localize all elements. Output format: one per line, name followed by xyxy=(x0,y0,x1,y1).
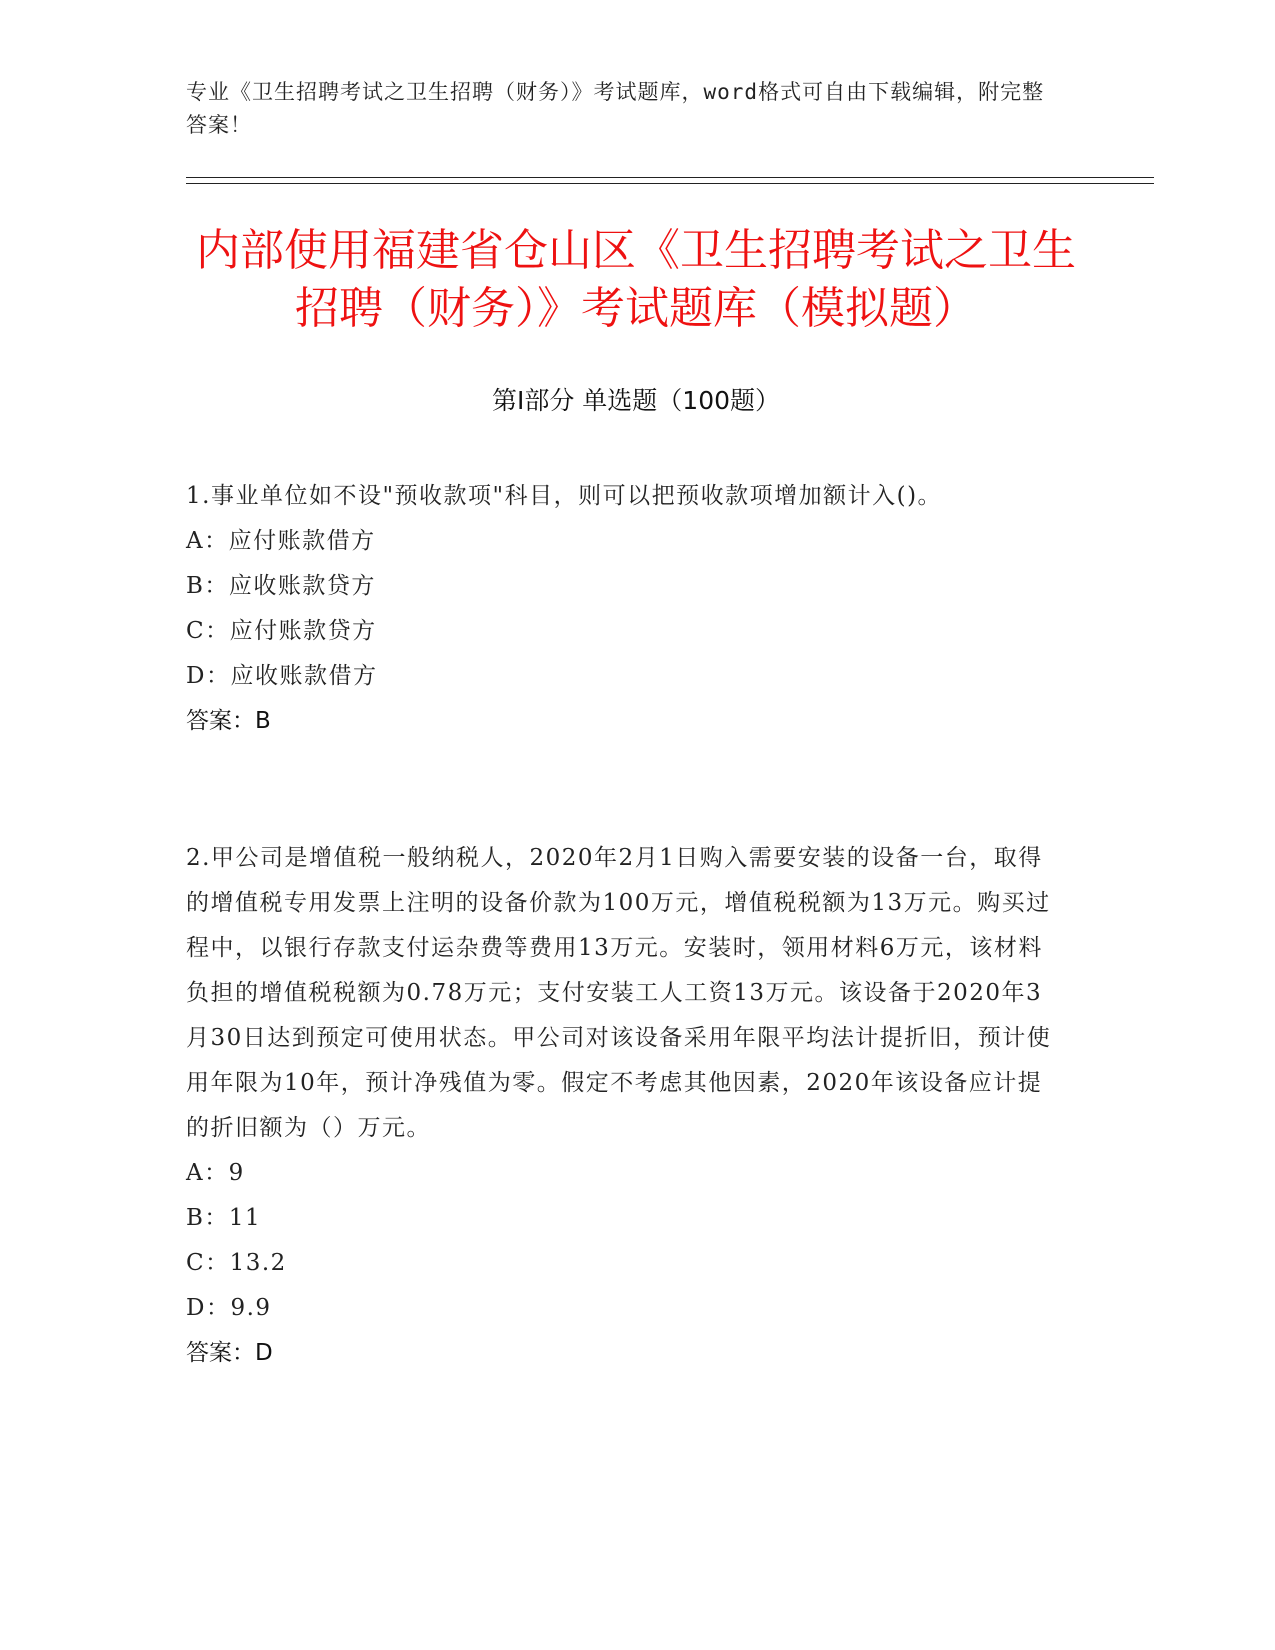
header-note: 专业《卫生招聘考试之卫生招聘（财务）》考试题库，word格式可自由下载编辑，附完整答案！ xyxy=(186,80,1045,137)
question-stem: 2.甲公司是增值税一般纳税人，2020年2月1日购入需要安装的设备一台，取得的增值税专用发票上注明的设备价款为100万元，增值税税额为13万元。购买过程中，以银行存款支付运杂费等费用13万元。安装时，领用材料6万元，该材料负担的增值税税额为0.78万元；支付安装工人工资13万元。该设备于2020年3月30日达到预定可使用状态。甲公司对该设备采用年限平均法计提折旧，预计使用年限为10年，预计净残值为零。假定不考虑其他因素，2020年该设备应计提的折旧额为（）万元。 xyxy=(186,845,1052,1141)
question-1 xyxy=(186,474,1066,744)
option-b: B：11 xyxy=(186,1205,262,1231)
section-heading: 第Ⅰ部分 单选题（100题） xyxy=(491,386,781,415)
option-c: C：13.2 xyxy=(186,1250,287,1276)
answer-label: 答案：D xyxy=(186,1340,273,1366)
header-divider-bottom xyxy=(186,183,1154,184)
header-divider-top xyxy=(186,177,1154,178)
option-d: D：9.9 xyxy=(186,1295,272,1321)
question-2 xyxy=(186,836,1066,1376)
option-b: B：应收账款贷方 xyxy=(186,573,376,599)
option-a: A：应付账款借方 xyxy=(186,528,376,554)
answer-label: 答案：B xyxy=(186,708,271,734)
question-stem: 1.事业单位如不设"预收款项"科目，则可以把预收款项增加额计入()。 xyxy=(186,483,943,509)
option-a: A：9 xyxy=(186,1160,245,1186)
option-d: D：应收账款借方 xyxy=(186,663,378,689)
document-title: 内部使用福建省仓山区《卫生招聘考试之卫生招聘（财务）》考试题库（模拟题） xyxy=(196,225,1076,334)
option-c: C：应付账款贷方 xyxy=(186,618,377,644)
